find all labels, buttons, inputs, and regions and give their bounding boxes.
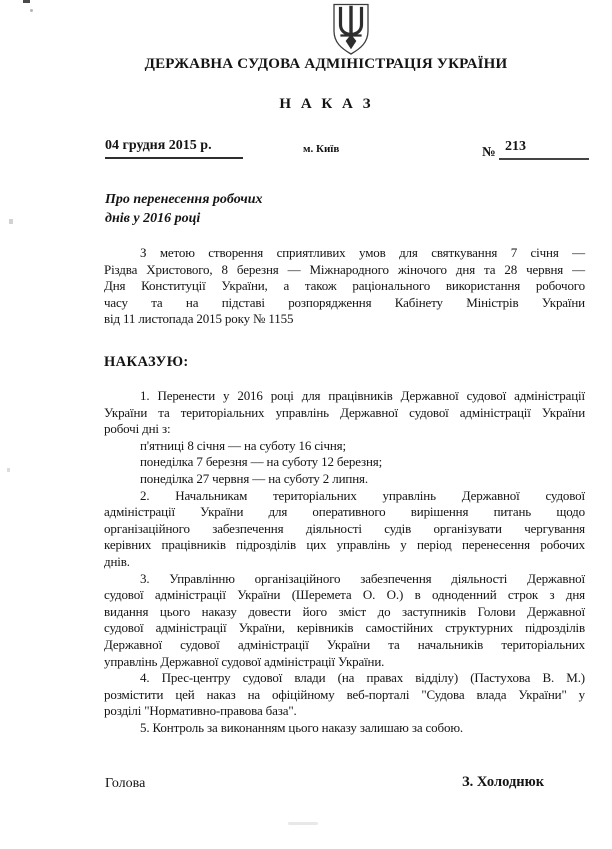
item-1-list-line: понеділка 7 березня — на суботу 12 березня;: [140, 454, 383, 470]
item-3-line: судової адміністрації України (Шеремета О. О.) в одноденний строк з дня: [104, 587, 585, 603]
item-2-line: адміністрації України для оперативного вирішення питань щодо: [104, 504, 585, 520]
number-value: 213: [499, 139, 589, 160]
organization-title: ДЕРЖАВНА СУДОВА АДМІНІСТРАЦІЯ УКРАЇНИ: [144, 56, 508, 72]
item-3-line: видання цього наказу довести його зміст до заступників Голови Державної: [104, 603, 585, 619]
number-sign: №: [482, 144, 496, 159]
preamble-line: З метою створення сприятливих умов для святкування 7 січня —: [140, 245, 585, 260]
preamble-line: Дня Конституції України, а також раціонального використання робочого: [104, 278, 585, 294]
item-2-line: організаційного забезпечення діяльності судів організувати чергування: [104, 520, 585, 536]
item-1-list-line: п'ятниці 8 січня — на суботу 16 січня;: [140, 437, 346, 453]
item-3-line: Державної судової адміністрації України та начальників територіальних: [104, 636, 585, 652]
scan-artifact: [30, 9, 33, 12]
ukraine-trident-emblem-icon: [329, 3, 373, 56]
issue-place: м. Київ: [303, 143, 340, 155]
document-type-heading: Н А К А З: [279, 96, 373, 112]
scan-artifact: [9, 219, 13, 224]
issue-date: 04 грудня 2015 р.: [105, 138, 243, 159]
subject-line: Про перенесення робочих: [105, 192, 263, 207]
order-heading: НАКАЗУЮ:: [104, 354, 189, 370]
signatory-name: З. Холоднюк: [462, 774, 545, 790]
item-2-line: 2. Начальникам територіальних управлінь Державної судової: [140, 487, 585, 503]
item-4-line: 4. Прес-центру судової влади (на правах відділу) (Пастухова В. М.): [140, 670, 585, 686]
item-3-line: управлінь Державної судової адміністрації України.: [104, 653, 385, 669]
preamble-line: часу та на підставі розпорядження Кабінету Міністрів України: [104, 294, 585, 310]
subject-line: днів у 2016 році: [105, 211, 201, 226]
item-1-line: 1. Перенести у 2016 році для працівників Державної судової адміністрації: [140, 388, 585, 403]
document-subject: [105, 190, 335, 228]
preamble: [104, 245, 585, 328]
item-3-line: 3. Управлінню організаційного забезпечення діяльності Державної: [140, 570, 585, 586]
item-4-line: розмістити цей наказ на офіційному веб-порталі "Судова влада України" у: [104, 686, 585, 702]
item-4-line: розділі "Нормативно-правова база".: [104, 703, 297, 719]
document-number: [482, 139, 589, 160]
item-5-line: 5. Контроль за виконанням цього наказу залишаю за собою.: [140, 719, 463, 735]
signatory-position: Голова: [105, 776, 146, 791]
item-2-line: керівних працівників підрозділів цих управлінь у період перенесення робочих: [104, 537, 585, 553]
preamble-line: Різдва Христового, 8 березня — Міжнародного жіночого дня та 28 червня —: [104, 261, 585, 277]
item-3-line: судової адміністрації України, керівників самостійних структурних підрозділів: [104, 620, 585, 636]
item-2-line: днів.: [104, 553, 130, 569]
scan-artifact: [23, 0, 30, 3]
scan-artifact: [288, 822, 318, 825]
preamble-line: від 11 листопада 2015 року № 1155: [104, 311, 294, 327]
item-1-line: України та територіальних управлінь Державної судової адміністрації України: [104, 404, 585, 420]
item-1-list-line: понеділка 27 червня — на суботу 2 липня.: [140, 470, 368, 486]
item-1-line: робочі дні з:: [104, 421, 171, 437]
scan-artifact: [7, 468, 10, 472]
order-items: [104, 388, 585, 736]
